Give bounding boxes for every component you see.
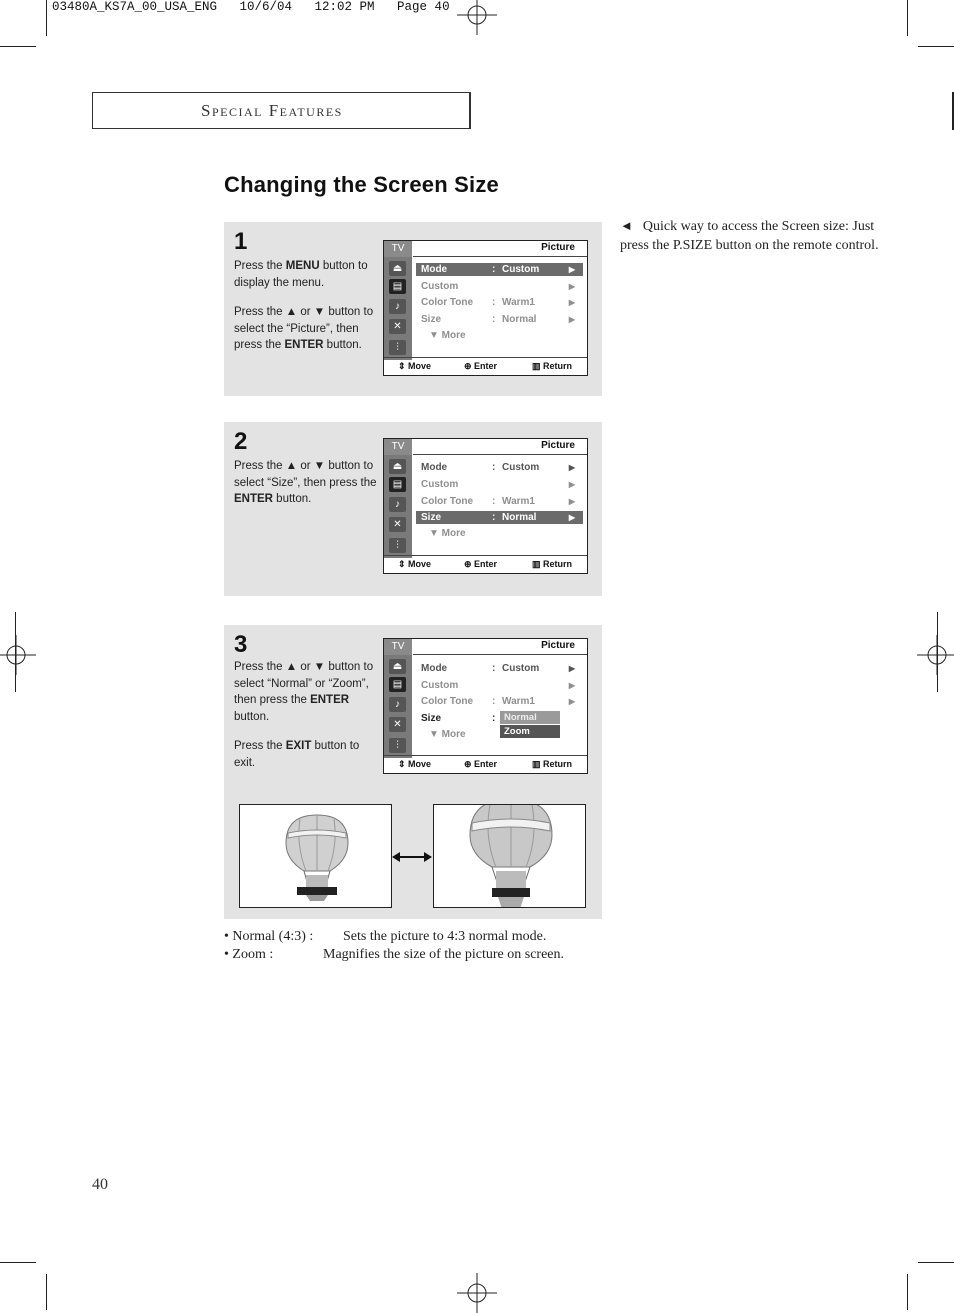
- crop-mark: [46, 1274, 47, 1310]
- osd-row-size[interactable]: Size : Normal ▶: [416, 511, 583, 524]
- osd-sidebar: [384, 639, 412, 758]
- osd-header: [413, 241, 587, 257]
- return-hint: ▥ Return: [532, 361, 573, 371]
- enter-button-label: ENTER: [310, 694, 350, 706]
- quick-access-note: [620, 217, 880, 255]
- step-1-panel: [224, 222, 602, 396]
- osd-row-mode[interactable]: Mode : Custom ▶: [416, 263, 583, 276]
- right-arrow-icon: ▶: [568, 282, 575, 291]
- move-hint: ⇕ Move: [398, 759, 432, 769]
- step-2-panel: [224, 422, 602, 596]
- page-number: 40: [92, 1176, 108, 1193]
- osd-more[interactable]: ▼ More: [429, 330, 466, 341]
- osd-title: Picture: [541, 242, 575, 253]
- step-instructions: [234, 659, 379, 784]
- osd-footer: [384, 755, 587, 773]
- sound-icon: ♪: [389, 299, 406, 314]
- right-arrow-icon: ▶: [568, 265, 575, 274]
- picture-icon: ▤: [389, 677, 406, 692]
- osd-row-mode[interactable]: Mode : Custom ▶: [421, 663, 575, 674]
- size-options-list: [224, 928, 565, 964]
- osd-sidebar: [384, 241, 412, 360]
- osd-more[interactable]: ▼ More: [429, 528, 466, 539]
- right-arrow-icon: ▶: [568, 463, 575, 472]
- instruction-paragraph: Press the ▲ or ▼ button to select “Normal” or “Zoom”, then press the ENTER button.: [234, 661, 374, 723]
- crop-mark: [937, 612, 938, 692]
- normal-picture-illustration: [239, 804, 392, 908]
- osd-row-color-tone[interactable]: Color Tone : Warm1 ▶: [421, 297, 575, 308]
- osd-more[interactable]: ▼ More: [429, 729, 466, 740]
- double-arrow-icon: [392, 850, 432, 864]
- picture-icon: ▤: [389, 477, 406, 492]
- balloon-image: [434, 805, 586, 908]
- osd-header: [413, 639, 587, 655]
- input-icon: ⏏: [389, 261, 406, 276]
- bullet-description: Magnifies the size of the picture on screen.: [323, 947, 565, 962]
- sound-icon: ♪: [389, 497, 406, 512]
- osd-sidebar: [384, 439, 412, 558]
- channel-icon: ✕: [389, 517, 406, 532]
- input-icon: ⏏: [389, 459, 406, 474]
- step-number: 1: [234, 228, 248, 255]
- section-title: Special Features: [201, 101, 343, 120]
- setup-icon: ⫶: [389, 538, 406, 553]
- bullet-term: • Zoom :: [224, 947, 274, 962]
- registration-mark-icon: [917, 635, 954, 675]
- osd-tv-label: TV: [384, 639, 412, 655]
- right-arrow-icon: ▶: [568, 697, 575, 706]
- crop-mark: [46, 0, 47, 36]
- enter-hint: ⊕ Enter: [464, 361, 498, 371]
- note-text: Quick way to access the Screen size: Just press the P.SIZE button on the remote control.: [620, 219, 879, 253]
- osd-row-custom[interactable]: Custom ▶: [421, 281, 575, 292]
- crop-mark: [907, 1274, 908, 1310]
- sound-icon: ♪: [389, 697, 406, 712]
- picture-icon: ▤: [389, 279, 406, 294]
- osd-title: Picture: [541, 440, 575, 451]
- right-arrow-icon: ▶: [568, 315, 575, 324]
- right-arrow-icon: ▶: [568, 497, 575, 506]
- osd-tv-label: TV: [384, 241, 412, 257]
- enter-hint: ⊕ Enter: [464, 759, 498, 769]
- crop-mark: [918, 46, 954, 47]
- right-arrow-icon: ▶: [568, 513, 575, 522]
- step-instructions: [234, 458, 379, 521]
- zoom-picture-illustration: [433, 804, 586, 908]
- bullet-description: Sets the picture to 4:3 normal mode.: [343, 929, 547, 944]
- list-item: [224, 928, 547, 946]
- instruction-paragraph: Press the ▲ or ▼ button to select the “Picture”, then press the ENTER button.: [234, 306, 374, 351]
- crop-mark: [0, 46, 36, 47]
- section-header: [92, 92, 471, 129]
- right-arrow-icon: ▶: [568, 298, 575, 307]
- step-instructions: [234, 258, 379, 367]
- bullet-term: • Normal (4:3) :: [224, 929, 314, 944]
- size-option-normal[interactable]: Normal: [500, 711, 560, 724]
- balloon-image: [240, 805, 392, 908]
- enter-hint: ⊕ Enter: [464, 559, 498, 569]
- print-slug: 03480A_KS7A_00_USA_ENG 10/6/04 12:02 PM Page 40: [52, 0, 450, 14]
- step-number: 2: [234, 428, 248, 455]
- osd-menu: [383, 438, 588, 574]
- instruction-paragraph: Press the EXIT button to exit.: [234, 740, 360, 769]
- list-item: [224, 946, 565, 964]
- osd-row-mode[interactable]: Mode : Custom ▶: [421, 462, 575, 473]
- osd-row-size[interactable]: Size : Normal ▶: [421, 314, 575, 325]
- menu-button-label: MENU: [285, 260, 320, 272]
- osd-footer: [384, 555, 587, 573]
- registration-mark-icon: [457, 1273, 497, 1313]
- input-icon: ⏏: [389, 659, 406, 674]
- osd-row-custom[interactable]: Custom ▶: [421, 680, 575, 691]
- enter-button-label: ENTER: [284, 339, 324, 351]
- osd-menu: [383, 638, 588, 774]
- pointer-arrow-icon: ◄: [620, 218, 633, 233]
- channel-icon: ✕: [389, 717, 406, 732]
- setup-icon: ⫶: [389, 738, 406, 753]
- osd-tv-label: TV: [384, 439, 412, 455]
- size-option-zoom[interactable]: Zoom: [500, 725, 560, 738]
- instruction-paragraph: Press the MENU button to display the menu.: [234, 260, 368, 289]
- crop-mark: [907, 0, 908, 36]
- move-hint: ⇕ Move: [398, 559, 432, 569]
- registration-mark-icon: [457, 0, 497, 35]
- channel-icon: ✕: [389, 319, 406, 334]
- osd-row-size[interactable]: Size :: [421, 713, 496, 724]
- setup-icon: ⫶: [389, 340, 406, 355]
- instruction-paragraph: Press the ▲ or ▼ button to select “Size”, then press the ENTER button.: [234, 460, 377, 505]
- step-number: 3: [234, 631, 248, 658]
- osd-menu: [383, 240, 588, 376]
- enter-button-label: ENTER: [234, 493, 273, 505]
- osd-footer: [384, 357, 587, 375]
- right-arrow-icon: ▶: [568, 664, 575, 673]
- osd-row-color-tone[interactable]: Color Tone : Warm1 ▶: [421, 696, 575, 707]
- page-title: Changing the Screen Size: [224, 172, 499, 197]
- return-hint: ▥ Return: [532, 559, 573, 569]
- exit-button-label: EXIT: [285, 740, 312, 752]
- registration-mark-icon: [0, 635, 36, 675]
- osd-header: [413, 439, 587, 455]
- return-hint: ▥ Return: [532, 759, 573, 769]
- crop-mark: [15, 612, 16, 692]
- crop-mark: [0, 1262, 36, 1263]
- osd-title: Picture: [541, 640, 575, 651]
- osd-row-color-tone[interactable]: Color Tone : Warm1 ▶: [421, 496, 575, 507]
- right-arrow-icon: ▶: [568, 681, 575, 690]
- right-arrow-icon: ▶: [568, 480, 575, 489]
- crop-mark: [918, 1262, 954, 1263]
- osd-row-custom[interactable]: Custom ▶: [421, 479, 575, 490]
- move-hint: ⇕ Move: [398, 361, 432, 371]
